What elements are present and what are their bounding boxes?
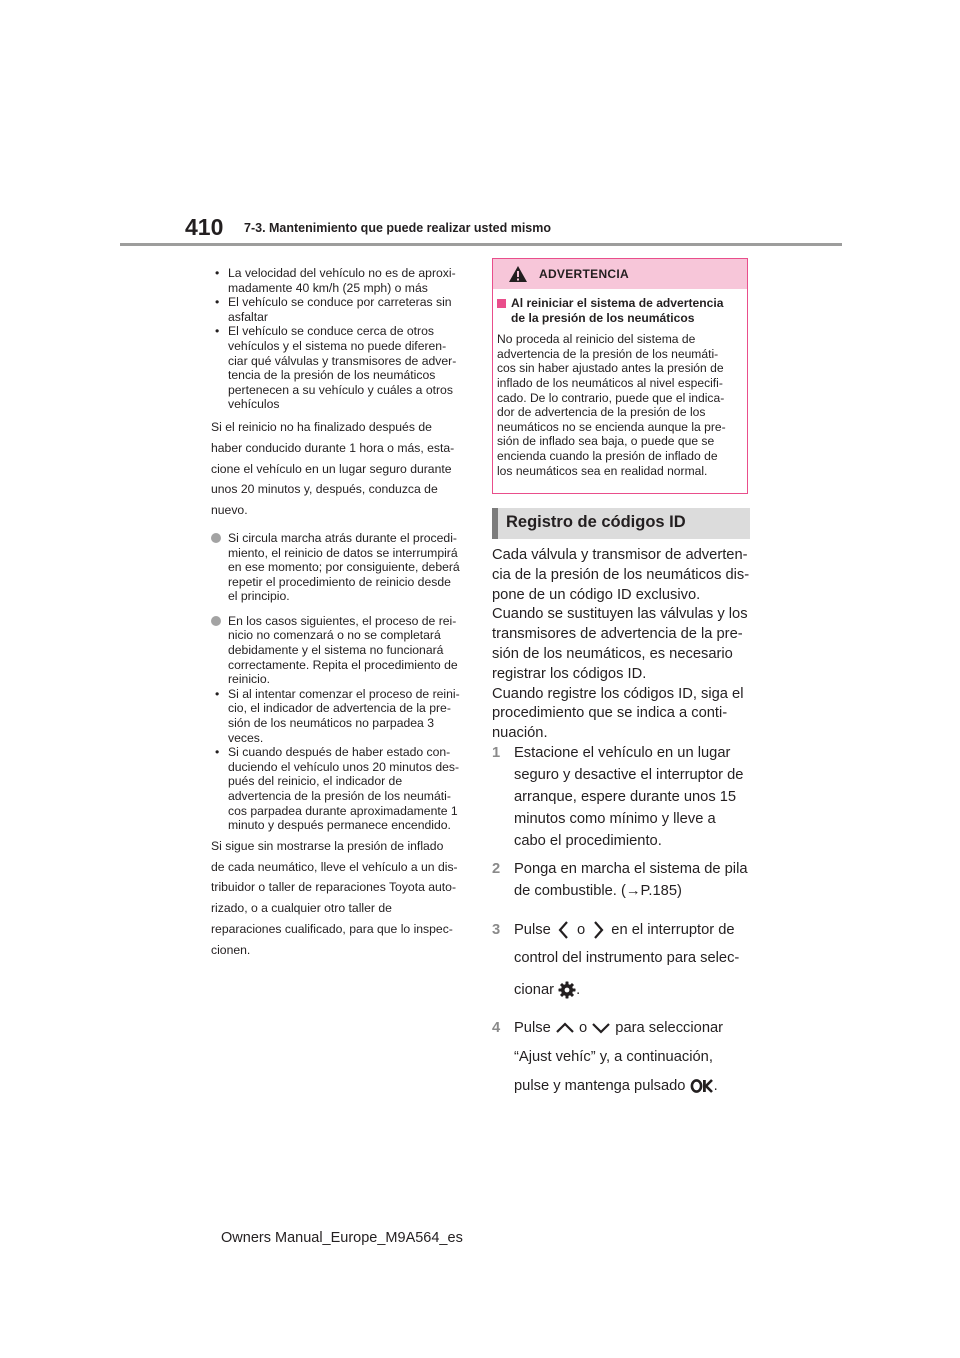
registro-intro: Cada válvula y transmisor de adverten- cia de la presión de los neumáticos dis- pone de un código ID exclusivo. Cuando se sustituyen las válvulas y los transmisores de advertencia de la pre- sión de los neumáticos, es necesario registrar los códigos ID. Cuando registre los códigos ID, siga el procedimiento que se indica a conti- nuación. [492,547,750,742]
chevron-left-icon [555,920,573,940]
bullet-item: • El vehículo se conduce cerca de otros vehículos y el sistema no puede diferen- ciar qué válvulas y transmisores de adver- tencia de la presión de los neumáticos pertenecen a su vehículo y cuáles a otros vehículos [211,324,467,412]
bullet-item: • La velocidad del vehículo no es de aproxi- madamente 40 km/h (25 mph) o más [211,266,467,295]
warning-title: ADVERTENCIA [539,267,629,281]
paragraph: Si sigue sin mostrarse la presión de inflado de cada neumático, lleve el vehículo a un dis- tribuidor o taller de reparaciones Toyota auto- rizado, o a cualquier otro taller de reparaciones cualificado, para que lo inspec- cionen. [211,838,458,957]
header-rule [120,243,842,246]
warning-subhead [497,296,743,325]
step-text: o [576,922,586,938]
step-number: 3 [492,922,501,938]
step-2 [492,858,750,902]
step-line: “Ajust vehíc” y, a continuación, [514,1049,713,1065]
paragraph: Si el reinicio no ha finalizado después de haber conducido durante 1 hora o más, esta- cione el vehículo en un lugar seguro durante unos 20 minutos y, después, conduzca de nuevo. [211,419,455,518]
arrow-glyph: → [625,883,641,899]
registro-steps [492,742,750,1101]
dot-icon [211,533,221,543]
step-number: 1 [492,745,501,761]
footer: Owners Manual_Europe_M9A564_es [221,1230,463,1246]
page-ref: P.185) [640,883,682,899]
dot-point-text: Si circula marcha atrás durante el procedi- miento, el reinicio de datos se interrumpirá en ese momento; por consiguiente, deberá repetir el procedimiento de reinicio desde el principio. [228,530,460,604]
dot-icon [211,616,221,626]
registro-heading [492,508,750,539]
step-text: Ponga en marcha el sistema de pila de combustible. ( [514,861,748,899]
warning-text: No proceda al reinicio del sistema de advertencia de la presión de los neumáti- cos sin haber ajustado antes la presión de inflado de los neumáticos al nivel especifi- cado. De lo contrario, puede que el indica- dor de advertencia de la presión de los neumáticos no se encienda aunque la pre- sión de inflado sea baja, o puede que se encienda cuando la presión de inflado de los neumáticos sea en realidad normal. [497,332,726,478]
step-number: 2 [492,861,501,877]
gear-icon [558,981,576,999]
dot-point [211,614,467,687]
bullet-item: • Si cuando después de haber estado con- duciendo el vehículo unos 20 minutos des- pués del reinicio, el indicador de advertencia de la presión de los neumáti- cos parpadea durante aproximadamente 1 minuto y después permanece encendido. [211,745,467,833]
warning-box [492,258,748,494]
step-text: . [576,982,581,998]
step-4 [492,1014,750,1101]
step-text: . [713,1078,718,1094]
square-bullet-icon [497,299,506,308]
left-column [211,266,467,961]
step-3 [492,916,750,1004]
step-text: en el interruptor de [611,922,735,938]
step-text: Pulse [514,1020,551,1036]
warning-body [493,289,747,478]
step-1 [492,742,750,852]
section-header: 7-3. Mantenimiento que puede realizar usted mismo [244,221,552,235]
step-text: Estacione el vehículo en un lugar seguro y desactive el interruptor de arranque, espere durante unos 15 minutos como mínimo y lleve a cabo el procedimiento. [514,745,744,849]
dot-point-text: En los casos siguientes, el proceso de rei- nicio no comenzará o no se completará debidamente y el sistema no funcionará correctamente. Repita el procedimiento de reinicio. [228,613,458,687]
bullet-item: • El vehículo se conduce por carreteras sin asfaltar [211,295,467,324]
step-line [514,916,750,944]
step-text: para seleccionar [615,1020,724,1036]
chevron-down-icon [591,1021,611,1035]
step-line [514,1072,750,1101]
step-number: 4 [492,1020,501,1036]
step-line [514,1014,750,1043]
chevron-right-icon [589,920,607,940]
registro-title: Registro de códigos ID [506,513,686,531]
dot-point [211,531,467,604]
step-text: o [578,1020,588,1036]
chevron-up-icon [555,1021,575,1035]
page-number: 410 [185,214,224,240]
step-text: cionar [514,982,555,998]
step-text: pulse y mantenga pulsado [514,1078,686,1094]
warning-subhead-text: Al reiniciar el sistema de advertencia de la presión de los neumáticos [511,296,724,325]
warning-header [493,259,747,289]
step-text: Pulse [514,922,551,938]
ok-icon [690,1078,714,1094]
step-line: control del instrumento para selec- [514,950,740,966]
bullet-item: • Si al intentar comenzar el proceso de reini- cio, el indicador de advertencia de la pre- sión de los neumáticos no parpadea 3 veces. [211,687,467,745]
warning-triangle-icon [508,265,528,283]
step-line [514,976,750,1004]
